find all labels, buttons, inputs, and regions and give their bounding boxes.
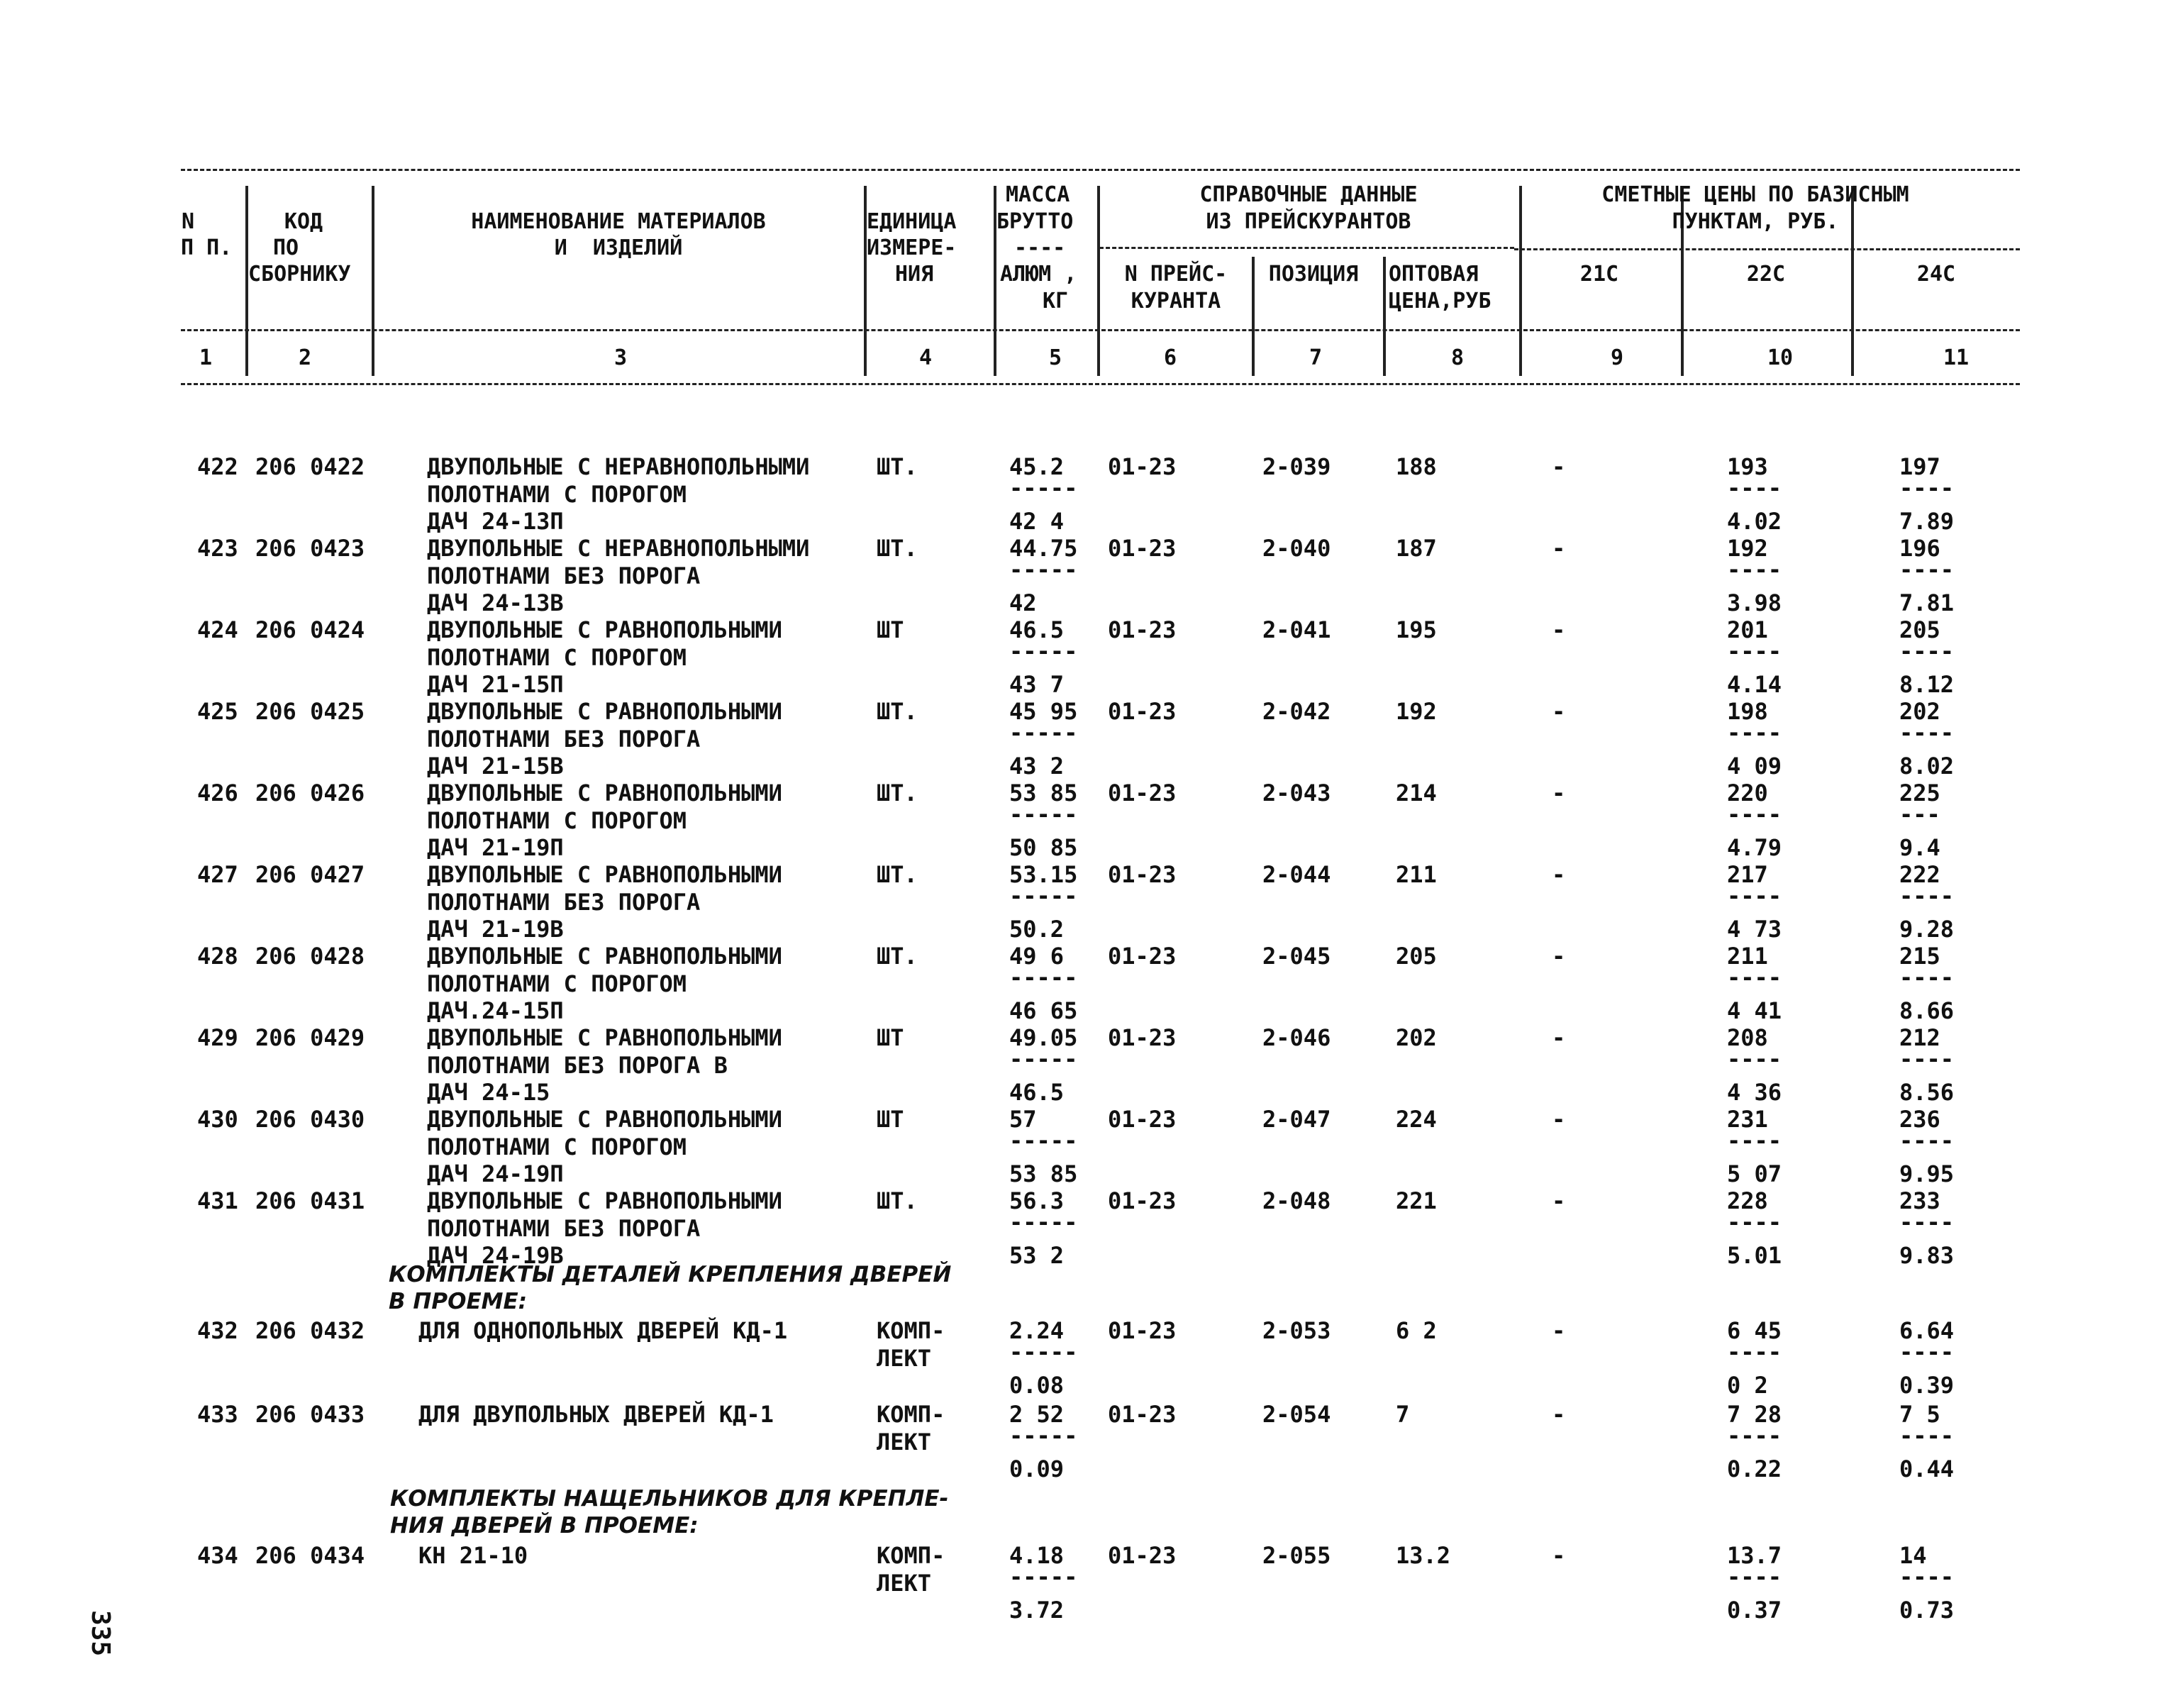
row-pricelist: 01-23	[1108, 453, 1177, 480]
row-price-24c: 212	[1899, 1024, 1940, 1051]
row-price-21c: -	[1552, 1401, 1566, 1428]
header-num: N	[181, 209, 195, 234]
row-price-22c-separator: ----	[1727, 882, 1782, 909]
row-price-21c: -	[1552, 943, 1566, 970]
header-name: НАИМЕНОВАНИЕ МАТЕРИАЛОВ	[471, 209, 766, 234]
row-unit: ЛЕКТ	[877, 1344, 932, 1372]
row-name: ДЛЯ ОДНОПОЛЬНЫХ ДВЕРЕЙ КД-1	[418, 1317, 788, 1344]
row-price-24c-separator: ----	[1899, 1563, 1955, 1590]
column-number: 8	[1450, 345, 1465, 370]
row-price-22c-separator: ----	[1727, 638, 1782, 665]
column-number: 6	[1163, 345, 1177, 370]
row-code: 206 0423	[255, 535, 365, 562]
row-price-22c-aluminium: 4.79	[1727, 834, 1782, 861]
row-position: 2-047	[1262, 1106, 1331, 1133]
column-number: 9	[1610, 345, 1624, 370]
row-name: ДВУПОЛЬНЫЕ С РАВНОПОЛЬНЫМИ	[427, 1024, 782, 1051]
header-pricelist: N ПРЕЙС-	[1124, 262, 1228, 287]
row-price-24c-aluminium: 9.83	[1899, 1242, 1955, 1269]
row-pricelist: 01-23	[1108, 1542, 1177, 1569]
row-price-24c: 205	[1899, 616, 1940, 643]
row-price-21c: -	[1552, 453, 1566, 480]
row-wholesale-price: 188	[1396, 453, 1437, 480]
row-price-24c: 202	[1899, 698, 1940, 725]
row-position: 2-044	[1262, 861, 1331, 888]
header-mass: МАССА	[1006, 182, 1070, 207]
row-price-22c-aluminium: 5.01	[1727, 1242, 1782, 1269]
row-code: 206 0434	[255, 1542, 365, 1569]
row-mass: 2 52	[1009, 1401, 1065, 1428]
row-price-22c-aluminium: 4.14	[1727, 671, 1782, 698]
row-mass-separator: -----	[1009, 1422, 1078, 1449]
column-number: 7	[1309, 345, 1323, 370]
row-number: 424	[197, 616, 238, 643]
row-name: ПОЛОТНАМИ БЕЗ ПОРОГА	[427, 888, 701, 916]
row-price-22c-separator: ----	[1727, 556, 1782, 583]
header-mass: ----	[1014, 235, 1066, 260]
row-price-24c: 222	[1899, 861, 1940, 888]
row-unit: ШТ.	[877, 453, 918, 480]
header-unit: НИЯ	[895, 262, 934, 287]
header-code: КОД	[284, 209, 323, 234]
row-wholesale-price: 187	[1396, 535, 1437, 562]
row-name: ДВУПОЛЬНЫЕ С НЕРАВНОПОЛЬНЫМИ	[427, 453, 810, 480]
row-price-24c-separator: ----	[1899, 1046, 1955, 1072]
row-position: 2-054	[1262, 1401, 1331, 1428]
row-price-22c: 231	[1727, 1106, 1768, 1133]
row-name: ДВУПОЛЬНЫЕ С РАВНОПОЛЬНЫМИ	[427, 943, 782, 970]
row-price-24c-separator: ----	[1899, 556, 1955, 583]
row-unit: ШТ.	[877, 861, 918, 888]
row-price-24c-aluminium: 0.73	[1899, 1597, 1955, 1624]
row-name: ДАЧ 24-15	[427, 1079, 550, 1106]
row-number: 425	[197, 698, 238, 725]
row-code: 206 0431	[255, 1187, 365, 1214]
row-wholesale-price: 13.2	[1396, 1542, 1451, 1569]
row-price-22c-separator: ----	[1727, 1563, 1782, 1590]
row-mass-separator: -----	[1009, 882, 1078, 909]
row-position: 2-048	[1262, 1187, 1331, 1214]
header-top-rule	[181, 169, 2020, 171]
row-name: ДВУПОЛЬНЫЕ С РАВНОПОЛЬНЫМИ	[427, 616, 782, 643]
row-price-24c-aluminium: 0.39	[1899, 1372, 1955, 1399]
row-pricelist: 01-23	[1108, 1024, 1177, 1051]
row-price-21c: -	[1552, 616, 1566, 643]
row-code: 206 0425	[255, 698, 365, 725]
row-price-21c: -	[1552, 1317, 1566, 1344]
row-code: 206 0427	[255, 861, 365, 888]
column-number: 2	[298, 345, 312, 370]
row-code: 206 0429	[255, 1024, 365, 1051]
row-price-22c-separator: ----	[1727, 1338, 1782, 1365]
row-price-24c: 225	[1899, 780, 1940, 806]
row-number: 422	[197, 453, 238, 480]
row-name: ПОЛОТНАМИ С ПОРОГОМ	[427, 806, 687, 834]
row-price-22c: 208	[1727, 1024, 1768, 1051]
row-mass-separator: -----	[1009, 964, 1078, 991]
row-position: 2-055	[1262, 1542, 1331, 1569]
row-mass-aluminium: 43 7	[1009, 671, 1065, 698]
row-name: ДАЧ.24-15П	[427, 997, 564, 1024]
page-number: 335	[86, 1610, 115, 1657]
row-wholesale-price: 195	[1396, 616, 1437, 643]
header-mass: БРУТТО	[996, 209, 1074, 234]
row-code: 206 0424	[255, 616, 365, 643]
row-price-24c-separator: ----	[1899, 964, 1955, 991]
row-price-24c-separator: ----	[1899, 882, 1955, 909]
row-mass-aluminium: 50 85	[1009, 834, 1078, 861]
column-number: 3	[613, 345, 628, 370]
row-mass-aluminium: 46 65	[1009, 997, 1078, 1024]
row-price-22c-separator: ----	[1727, 1209, 1782, 1236]
header-group-rule	[1099, 247, 1514, 249]
row-price-22c: 217	[1727, 861, 1768, 888]
row-mass: 53 85	[1009, 780, 1078, 806]
header-price-group: СМЕТНЫЕ ЦЕНЫ ПО БАЗИСНЫМ	[1601, 182, 1909, 207]
row-price-22c-aluminium: 4 73	[1727, 916, 1782, 943]
row-price-22c: 198	[1727, 698, 1768, 725]
row-name: ДАЧ 24-19П	[427, 1160, 564, 1187]
row-unit: ШТ	[877, 616, 904, 643]
row-unit: ШТ	[877, 1106, 904, 1133]
row-name: ДАЧ 24-13П	[427, 508, 564, 535]
column-divider	[1097, 186, 1100, 376]
row-price-24c-separator: ----	[1899, 1422, 1955, 1449]
row-pricelist: 01-23	[1108, 535, 1177, 562]
row-name: КН 21-10	[418, 1542, 528, 1569]
row-price-24c-aluminium: 8.02	[1899, 753, 1955, 780]
header-unit: ИЗМЕРЕ-	[867, 235, 957, 260]
row-price-24c-aluminium: 8.66	[1899, 997, 1955, 1024]
row-mass: 56.3	[1009, 1187, 1065, 1214]
row-mass: 49.05	[1009, 1024, 1078, 1051]
row-position: 2-042	[1262, 698, 1331, 725]
row-mass: 57	[1009, 1106, 1037, 1133]
header-unit: ЕДИНИЦА	[867, 209, 957, 234]
row-price-22c-aluminium: 0.22	[1727, 1455, 1782, 1482]
row-price-24c: 6.64	[1899, 1317, 1955, 1344]
row-price-24c-separator: ----	[1899, 1209, 1955, 1236]
row-mass-separator: -----	[1009, 1209, 1078, 1236]
row-name: ДАЧ 21-19П	[427, 834, 564, 861]
row-pricelist: 01-23	[1108, 1187, 1177, 1214]
column-number: 10	[1767, 345, 1794, 370]
row-number: 429	[197, 1024, 238, 1051]
header-num: П П.	[181, 235, 233, 260]
row-unit: ШТ.	[877, 780, 918, 806]
column-number: 11	[1943, 345, 1970, 370]
section-heading: В ПРОЕМЕ:	[389, 1289, 528, 1314]
row-mass: 46.5	[1009, 616, 1065, 643]
row-price-21c: -	[1552, 1024, 1566, 1051]
row-price-21c: -	[1552, 698, 1566, 725]
row-mass-separator: -----	[1009, 556, 1078, 583]
row-name: ДАЧ 21-19В	[427, 916, 564, 943]
row-price-24c-separator: ----	[1899, 719, 1955, 746]
row-mass-aluminium: 0.08	[1009, 1372, 1065, 1399]
row-mass: 4.18	[1009, 1542, 1065, 1569]
row-name: ПОЛОТНАМИ БЕЗ ПОРОГА	[427, 562, 701, 589]
column-number: 4	[918, 345, 933, 370]
header-mass: КГ	[1043, 289, 1069, 314]
row-mass-aluminium: 3.72	[1009, 1597, 1065, 1624]
header-mid-rule	[181, 329, 2020, 331]
row-wholesale-price: 214	[1396, 780, 1437, 806]
row-mass-aluminium: 43 2	[1009, 753, 1065, 780]
row-unit: ШТ	[877, 1024, 904, 1051]
row-number: 430	[197, 1106, 238, 1133]
row-code: 206 0426	[255, 780, 365, 806]
row-mass-aluminium: 0.09	[1009, 1455, 1065, 1482]
row-position: 2-046	[1262, 1024, 1331, 1051]
row-wholesale-price: 202	[1396, 1024, 1437, 1051]
header-mass: АЛЮМ ,	[1000, 262, 1077, 287]
row-wholesale-price: 224	[1396, 1106, 1437, 1133]
row-pricelist: 01-23	[1108, 780, 1177, 806]
row-price-22c-separator: ----	[1727, 719, 1782, 746]
row-price-24c: 197	[1899, 453, 1940, 480]
row-unit: КОМП-	[877, 1542, 945, 1569]
row-mass-separator: -----	[1009, 1338, 1078, 1365]
row-name: ДВУПОЛЬНЫЕ С РАВНОПОЛЬНЫМИ	[427, 698, 782, 725]
row-price-24c: 215	[1899, 943, 1940, 970]
row-price-22c-aluminium: 4 41	[1727, 997, 1782, 1024]
row-price-24c: 196	[1899, 535, 1940, 562]
row-name: ПОЛОТНАМИ БЕЗ ПОРОГА В	[427, 1051, 728, 1079]
row-price-22c-separator: ----	[1727, 1127, 1782, 1154]
row-price-24c-aluminium: 7.89	[1899, 508, 1955, 535]
row-pricelist: 01-23	[1108, 943, 1177, 970]
row-number: 433	[197, 1401, 238, 1428]
column-divider	[372, 186, 374, 376]
column-divider	[1519, 186, 1522, 376]
row-wholesale-price: 221	[1396, 1187, 1437, 1214]
header-pricelist: КУРАНТА	[1131, 289, 1221, 314]
row-mass-separator: -----	[1009, 475, 1078, 501]
row-price-21c: -	[1552, 535, 1566, 562]
row-price-21c: -	[1552, 1106, 1566, 1133]
row-price-24c-aluminium: 9.28	[1899, 916, 1955, 943]
row-code: 206 0430	[255, 1106, 365, 1133]
column-number: 5	[1048, 345, 1062, 370]
row-name: ДЛЯ ДВУПОЛЬНЫХ ДВЕРЕЙ КД-1	[418, 1401, 774, 1428]
row-price-22c-separator: ----	[1727, 1422, 1782, 1449]
row-position: 2-039	[1262, 453, 1331, 480]
header-21c: 21С	[1579, 262, 1619, 287]
header-24c: 24С	[1916, 262, 1956, 287]
row-name: ПОЛОТНАМИ С ПОРОГОМ	[427, 643, 687, 671]
header-price-group: ПУНКТАМ, РУБ.	[1672, 209, 1839, 234]
row-mass-separator: -----	[1009, 638, 1078, 665]
row-number: 428	[197, 943, 238, 970]
row-code: 206 0428	[255, 943, 365, 970]
row-price-22c-aluminium: 5 07	[1727, 1160, 1782, 1187]
header-position: ПОЗИЦИЯ	[1268, 262, 1359, 287]
row-price-24c-aluminium: 9.95	[1899, 1160, 1955, 1187]
row-price-24c-separator: ----	[1899, 475, 1955, 501]
row-mass-aluminium: 50.2	[1009, 916, 1065, 943]
row-code: 206 0422	[255, 453, 365, 480]
row-mass: 44.75	[1009, 535, 1078, 562]
row-price-21c: -	[1552, 861, 1566, 888]
row-price-24c: 233	[1899, 1187, 1940, 1214]
row-wholesale-price: 6 2	[1396, 1317, 1437, 1344]
row-price-22c-aluminium: 4 36	[1727, 1079, 1782, 1106]
row-mass: 53.15	[1009, 861, 1078, 888]
row-wholesale-price: 205	[1396, 943, 1437, 970]
row-price-24c: 14	[1899, 1542, 1927, 1569]
column-number: 1	[199, 345, 213, 370]
row-price-24c-separator: ----	[1899, 1127, 1955, 1154]
row-name: ДАЧ 21-15П	[427, 671, 564, 698]
row-mass-separator: -----	[1009, 1046, 1078, 1072]
row-mass-separator: -----	[1009, 801, 1078, 828]
row-mass-aluminium: 53 2	[1009, 1242, 1065, 1269]
row-name: ДВУПОЛЬНЫЕ С РАВНОПОЛЬНЫМИ	[427, 1106, 782, 1133]
row-name: ПОЛОТНАМИ БЕЗ ПОРОГА	[427, 1214, 701, 1242]
row-code: 206 0433	[255, 1401, 365, 1428]
header-name: И ИЗДЕЛИЙ	[554, 235, 683, 260]
row-pricelist: 01-23	[1108, 861, 1177, 888]
row-price-22c: 228	[1727, 1187, 1768, 1214]
row-number: 427	[197, 861, 238, 888]
row-price-24c-aluminium: 7.81	[1899, 589, 1955, 616]
row-price-22c: 211	[1727, 943, 1768, 970]
row-price-22c-aluminium: 3.98	[1727, 589, 1782, 616]
row-name: ДАЧ 24-19В	[427, 1242, 564, 1269]
row-pricelist: 01-23	[1108, 1106, 1177, 1133]
row-unit: ЛЕКТ	[877, 1428, 932, 1455]
row-price-22c-separator: ----	[1727, 801, 1782, 828]
row-price-22c: 192	[1727, 535, 1768, 562]
row-price-22c-aluminium: 4.02	[1727, 508, 1782, 535]
row-price-22c-separator: ----	[1727, 1046, 1782, 1072]
row-price-24c-aluminium: 9.4	[1899, 834, 1940, 861]
row-price-24c-aluminium: 8.56	[1899, 1079, 1955, 1106]
row-mass-separator: -----	[1009, 1563, 1078, 1590]
row-wholesale-price: 192	[1396, 698, 1437, 725]
row-price-22c-separator: ----	[1727, 475, 1782, 501]
row-mass: 49 6	[1009, 943, 1065, 970]
row-price-24c: 236	[1899, 1106, 1940, 1133]
section-heading: КОМПЛЕКТЫ НАЩЕЛЬНИКОВ ДЛЯ КРЕПЛЕ-	[390, 1486, 949, 1512]
header-wholesale: ОПТОВАЯ	[1389, 262, 1479, 287]
row-price-22c: 6 45	[1727, 1317, 1782, 1344]
header-ref-group: ИЗ ПРЕЙСКУРАНТОВ	[1206, 209, 1411, 234]
header-wholesale: ЦЕНА,РУБ	[1389, 289, 1492, 314]
row-mass-aluminium: 42 4	[1009, 508, 1065, 535]
row-name: ДВУПОЛЬНЫЕ С РАВНОПОЛЬНЫМИ	[427, 780, 782, 806]
row-price-21c: -	[1552, 1187, 1566, 1214]
row-position: 2-040	[1262, 535, 1331, 562]
column-divider	[1851, 186, 1854, 376]
row-mass-separator: -----	[1009, 719, 1078, 746]
section-heading: НИЯ ДВЕРЕЙ В ПРОЕМЕ:	[390, 1513, 699, 1538]
row-number: 423	[197, 535, 238, 562]
row-price-22c-aluminium: 4 09	[1727, 753, 1782, 780]
row-unit: ЛЕКТ	[877, 1569, 932, 1597]
row-mass-aluminium: 46.5	[1009, 1079, 1065, 1106]
row-price-22c-aluminium: 0.37	[1727, 1597, 1782, 1624]
row-price-24c-separator: ----	[1899, 638, 1955, 665]
row-price-24c-separator: ---	[1899, 801, 1940, 828]
header-code: СБОРНИКУ	[248, 262, 351, 287]
row-unit: ШТ.	[877, 698, 918, 725]
row-name: ПОЛОТНАМИ БЕЗ ПОРОГА	[427, 725, 701, 753]
row-name: ДАЧ 24-13В	[427, 589, 564, 616]
row-price-24c: 7 5	[1899, 1401, 1940, 1428]
row-wholesale-price: 7	[1396, 1401, 1410, 1428]
row-price-21c: -	[1552, 780, 1566, 806]
header-ref-group: СПРАВОЧНЫЕ ДАННЫЕ	[1199, 182, 1418, 207]
row-price-22c: 220	[1727, 780, 1768, 806]
row-pricelist: 01-23	[1108, 1317, 1177, 1344]
row-price-22c-separator: ----	[1727, 964, 1782, 991]
row-price-22c-aluminium: 0 2	[1727, 1372, 1768, 1399]
row-name: ДВУПОЛЬНЫЕ С РАВНОПОЛЬНЫМИ	[427, 861, 782, 888]
row-name: ДАЧ 21-15В	[427, 753, 564, 780]
row-unit: ШТ.	[877, 535, 918, 562]
row-name: ПОЛОТНАМИ С ПОРОГОМ	[427, 970, 687, 997]
section-heading: КОМПЛЕКТЫ ДЕТАЛЕЙ КРЕПЛЕНИЯ ДВЕРЕЙ	[389, 1262, 952, 1287]
row-code: 206 0432	[255, 1317, 365, 1344]
row-name: ПОЛОТНАМИ С ПОРОГОМ	[427, 1133, 687, 1160]
row-price-24c-separator: ----	[1899, 1338, 1955, 1365]
row-mass: 45.2	[1009, 453, 1065, 480]
row-price-22c: 13.7	[1727, 1542, 1782, 1569]
row-pricelist: 01-23	[1108, 698, 1177, 725]
row-price-22c: 193	[1727, 453, 1768, 480]
row-position: 2-043	[1262, 780, 1331, 806]
header-code: ПО	[273, 235, 299, 260]
row-unit: ШТ.	[877, 1187, 918, 1214]
row-price-22c: 201	[1727, 616, 1768, 643]
row-wholesale-price: 211	[1396, 861, 1437, 888]
column-divider	[1383, 257, 1386, 376]
header-group-rule	[1514, 248, 2020, 250]
row-mass: 2.24	[1009, 1317, 1065, 1344]
header-bottom-rule	[181, 383, 2020, 385]
row-position: 2-045	[1262, 943, 1331, 970]
row-pricelist: 01-23	[1108, 1401, 1177, 1428]
row-mass-aluminium: 42	[1009, 589, 1037, 616]
row-number: 434	[197, 1542, 238, 1569]
row-position: 2-053	[1262, 1317, 1331, 1344]
row-price-24c-aluminium: 8.12	[1899, 671, 1955, 698]
row-name: ДВУПОЛЬНЫЕ С НЕРАВНОПОЛЬНЫМИ	[427, 535, 810, 562]
row-number: 426	[197, 780, 238, 806]
row-name: ДВУПОЛЬНЫЕ С РАВНОПОЛЬНЫМИ	[427, 1187, 782, 1214]
header-22c: 22С	[1746, 262, 1786, 287]
column-divider	[1252, 257, 1255, 376]
row-position: 2-041	[1262, 616, 1331, 643]
row-mass-aluminium: 53 85	[1009, 1160, 1078, 1187]
row-number: 432	[197, 1317, 238, 1344]
row-name: ПОЛОТНАМИ С ПОРОГОМ	[427, 480, 687, 508]
row-number: 431	[197, 1187, 238, 1214]
row-mass: 45 95	[1009, 698, 1078, 725]
row-price-24c-aluminium: 0.44	[1899, 1455, 1955, 1482]
row-mass-separator: -----	[1009, 1127, 1078, 1154]
row-unit: КОМП-	[877, 1401, 945, 1428]
row-price-21c: -	[1552, 1542, 1566, 1569]
row-unit: КОМП-	[877, 1317, 945, 1344]
row-pricelist: 01-23	[1108, 616, 1177, 643]
row-unit: ШТ.	[877, 943, 918, 970]
row-price-22c: 7 28	[1727, 1401, 1782, 1428]
